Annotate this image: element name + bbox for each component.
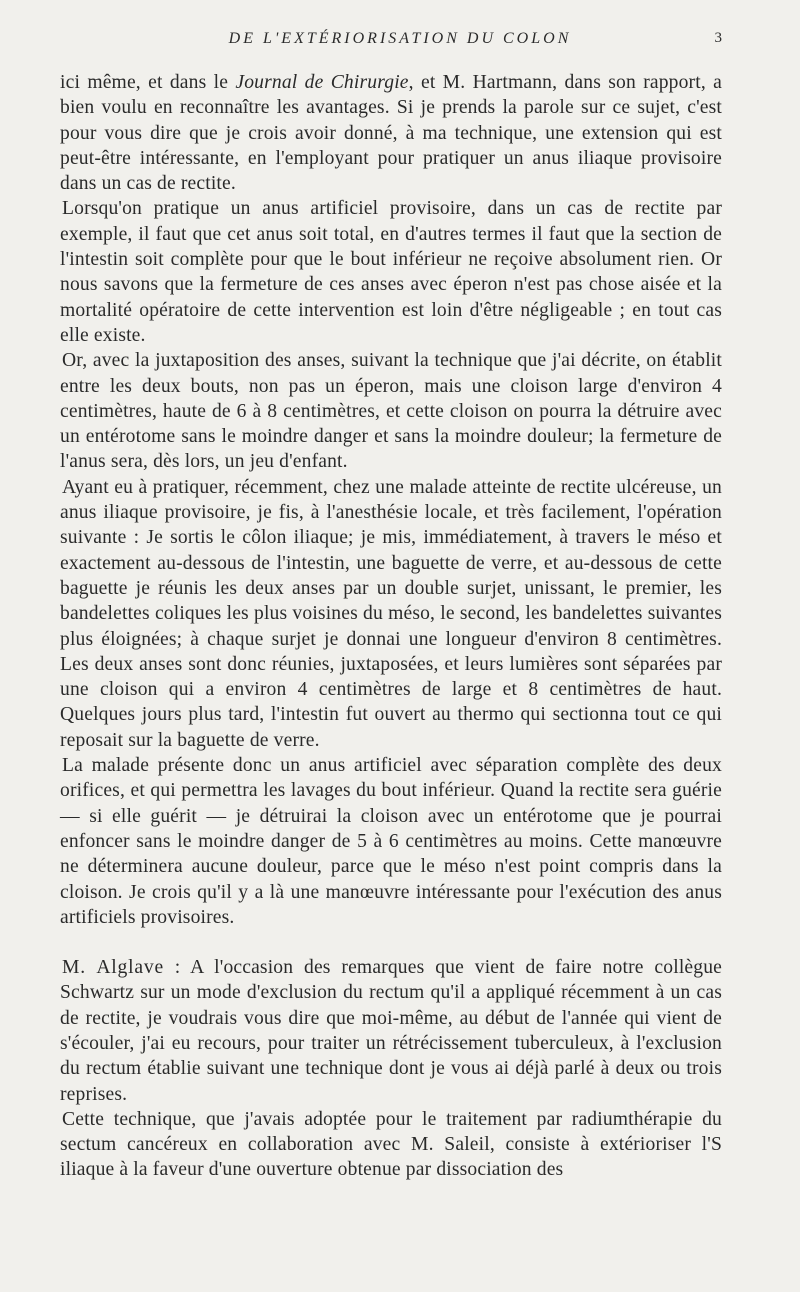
paragraph-3: Or, avec la juxtaposition des anses, suivant la technique que j'ai décrite, on établit entre les deux bouts, non pas un éperon, mais une cloison large d'environ 4 centimètres, haute de 6 à 8 centimètres, et cette cloison on pourra la détruire avec un entérotome sans le moindre danger et sans la moindre douleur; la fermeture de l'anus sera, dès lors, un jeu d'enfant. xyxy=(60,350,722,473)
page-number: 3 xyxy=(714,30,722,46)
page-header xyxy=(0,30,800,54)
paragraph-7: Cette technique, que j'avais adoptée pour le traitement par radiumthérapie du sectum cancéreux en collaboration avec M. Saleil, consiste à extérioriser l'S iliaque à la faveur d'une ouverture obtenue par dissociation des xyxy=(60,1108,722,1181)
paragraph-1: ici même, et dans le Journal de Chirurgie, et M. Hartmann, dans son rapport, a bien voulu en reconnaître les avantages. Si je prends la parole sur ce sujet, c'est pour vous dire que je crois avoir donné, à ma technique, une extension qui est peut-être intéressante, en l'employant pour pratiquer un anus iliaque provisoire dans un cas de rectite. xyxy=(60,72,723,195)
speaker-name: M. Alglave xyxy=(62,957,164,979)
paragraph-5: La malade présente donc un anus artificiel avec séparation complète des deux orifices, et qui permettra les lavages du bout inférieur. Quand la rectite sera guérie — si elle guérit — je détruirai la cloison avec un entérotome que je pourrai enfoncer sans le moindre danger de 5 à 6 centimètres au moins. Cette manœuvre ne déterminera aucune douleur, parce que le méso n'est point compris dans la cloison. Je crois qu'il y a là une manœuvre intéressante pour l'exécution des anus artificiels provisoires. xyxy=(60,755,722,928)
journal-title: Journal de Chirurgie xyxy=(235,72,409,93)
paragraph-4: Ayant eu à pratiquer, récemment, chez une malade atteinte de rectite ulcéreuse, un anus iliaque provisoire, je fis, à l'anesthésie locale, et très facilement, l'opération suivante : Je sortis le côlon iliaque; je mis, immédiatement, à travers le méso et exactement au-dessous de l'intestin, une baguette de verre, et au-dessous de cette baguette je réunis les deux anses par un double surjet, unissant, le premier, les bandelettes coliques les plus voisines du méso, le second, les bandelettes suivantes plus éloignées; à chaque surjet je donnai une longueur d'environ 8 centimètres. Les deux anses sont donc réunies, juxtaposées, et leurs lumières sont séparées par une cloison qui a environ 4 centimètres de large et 8 centimètres de haut. Quelques jours plus tard, l'intestin fut ouvert au thermo qui sectionna tout ce qui reposait sur la baguette de verre. xyxy=(60,476,722,751)
body-text xyxy=(60,70,722,1183)
paragraph-6: M. Alglave : A l'occasion des remarques que vient de faire notre collègue Schwartz sur un mode d'exclusion du rectum qu'il a appliqué récemment à un cas de rectite, je voudrais vous dire que moi-même, au début de l'année qui vient de s'écouler, j'ai eu recours, pour traiter un rétrécissement tuberculeux, à l'exclusion du rectum établie suivant une technique dont je vous ai déjà parlé à deux ou trois reprises. xyxy=(60,957,722,1105)
running-title: DE L'EXTÉRIORISATION DU COLON xyxy=(228,30,572,47)
paragraph-2: Lorsqu'on pratique un anus artificiel provisoire, dans un cas de rectite par exemple, il faut que cet anus soit total, en d'autres termes il faut que la section de l'intestin soit complète pour que le bout inférieur ne reçoive absolument rien. Or nous savons que la fermeture de ces anses avec éperon n'est pas chose aisée et la mortalité opératoire de cette intervention est loin d'être négligeable ; en tout cas elle existe. xyxy=(60,198,722,346)
